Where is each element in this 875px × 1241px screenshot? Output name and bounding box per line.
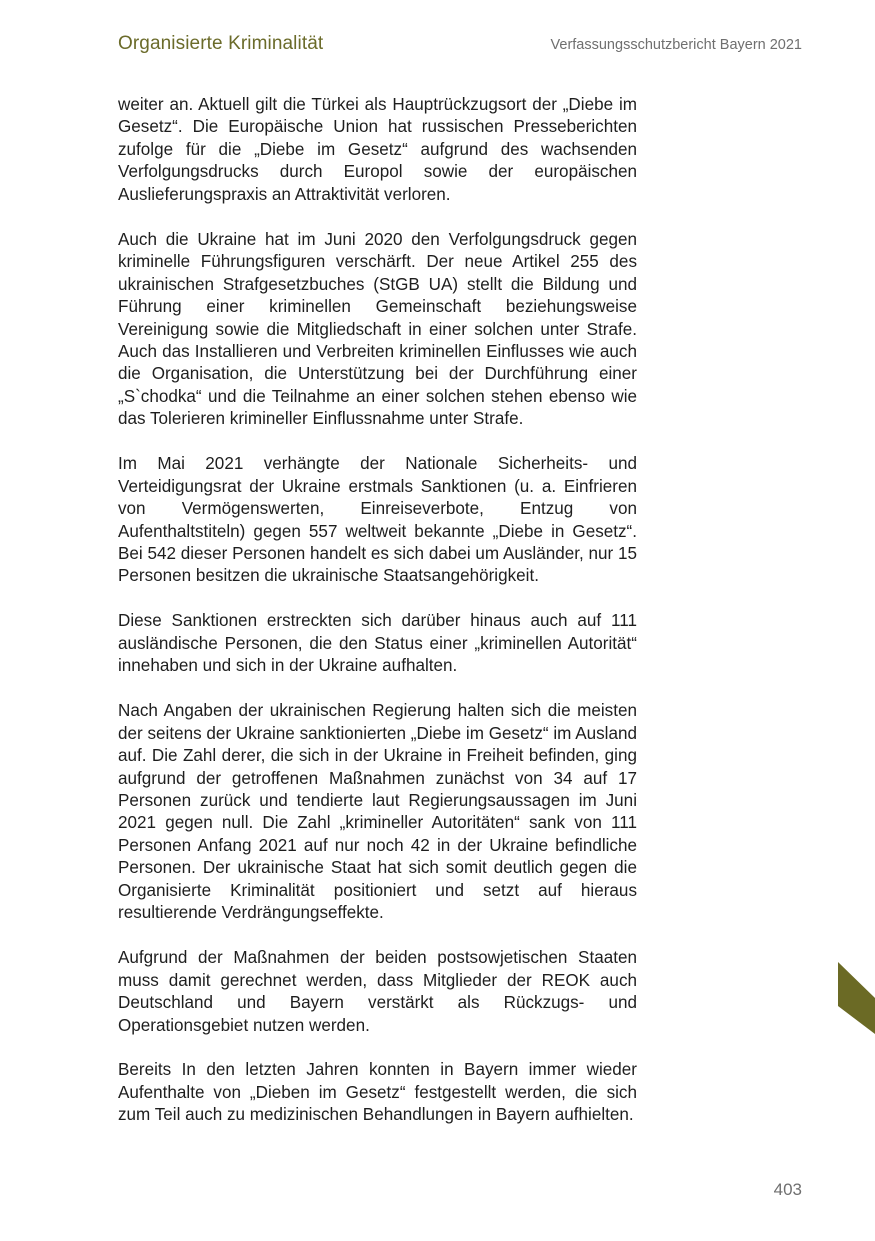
paragraph-5: Nach Angaben der ukrainischen Regierung halten sich die meisten der seitens der Ukraine sanktionierten „Diebe im Gesetz“ im Ausland auf. Die Zahl derer, die sich in der Ukraine in Freiheit befinden, ging aufgrund der getroffenen Maßnahmen zunächst von 34 auf 17 Personen zurück und tendierte laut Regierungsaussagen im Juni 2021 gegen null. Die Zahl „krimineller Autoritäten“ sank von 111 Personen Anfang 2021 auf nur noch 42 in der Ukraine befindliche Personen. Der ukrainische Staat hat sich somit deutlich gegen die Organisierte Kriminalität positioniert und setzt auf hieraus resultierende Verdrängungseffekte. xyxy=(118,701,637,923)
report-title: Verfassungsschutzbericht Bayern 2021 xyxy=(550,37,802,53)
main-text xyxy=(118,94,637,1149)
chapter-tab-marker xyxy=(838,962,875,1034)
page-number: 403 xyxy=(773,1180,802,1199)
chapter-tab-shape xyxy=(838,962,875,1034)
paragraph-6: Aufgrund der Maßnahmen der beiden postsowjetischen Staaten muss damit gerechnet werden, dass Mitglieder der REOK auch Deutschland und Bayern verstärkt als Rückzugs- und Operationsgebiet nutzen werden. xyxy=(118,948,637,1035)
paragraph-7: Bereits In den letzten Jahren konnten in Bayern immer wieder Aufenthalte von „Dieben im Gesetz“ festgestellt werden, die sich zum Teil auch zu medizinischen Behandlungen in Bayern aufhielten. xyxy=(118,1060,637,1125)
paragraph-4: Diese Sanktionen erstreckten sich darüber hinaus auch auf 111 ausländische Personen, die den Status einer „kriminellen Autorität“ innehaben und sich in der Ukraine aufhalten. xyxy=(118,611,637,676)
paragraph-1: weiter an. Aktuell gilt die Türkei als Hauptrückzugsort der „Diebe im Gesetz“. Die Europäische Union hat russischen Presseberichten zufolge für die „Diebe im Gesetz“ aufgrund des wachsenden Verfolgungsdrucks durch Europol sowie der europäischen Auslieferungspraxis an Attraktivität verloren. xyxy=(118,95,637,204)
paragraph-3: Im Mai 2021 verhängte der Nationale Sicherheits- und Verteidigungsrat der Ukraine erstmals Sanktionen (u. a. Einfrieren von Vermögenswerten, Einreiseverbote, Entzug von Aufenthaltstiteln) gegen 557 weltweit bekannte „Diebe in Gesetz“. Bei 542 dieser Personen handelt es sich dabei um Ausländer, nur 15 Personen besitzen die ukrainische Staatsangehörigkeit. xyxy=(118,454,637,586)
section-title: Organisierte Kriminalität xyxy=(118,33,324,54)
paragraph-2: Auch die Ukraine hat im Juni 2020 den Verfolgungsdruck gegen kriminelle Führungsfiguren verschärft. Der neue Artikel 255 des ukrainischen Strafgesetzbuches (StGB UA) stellt die Bildung und Führung einer kriminellen Gemeinschaft beziehungsweise Vereinigung sowie die Mitgliedschaft in einer solchen unter Strafe. Auch das Installieren und Verbreiten kriminellen Einflusses wie auch die Organisation, die Unterstützung bei der Durchführung einer „S`chodka“ und die Teilnahme an einer solchen stehen ebenso wie das Tolerieren krimineller Einflussnahme unter Strafe. xyxy=(118,229,637,429)
